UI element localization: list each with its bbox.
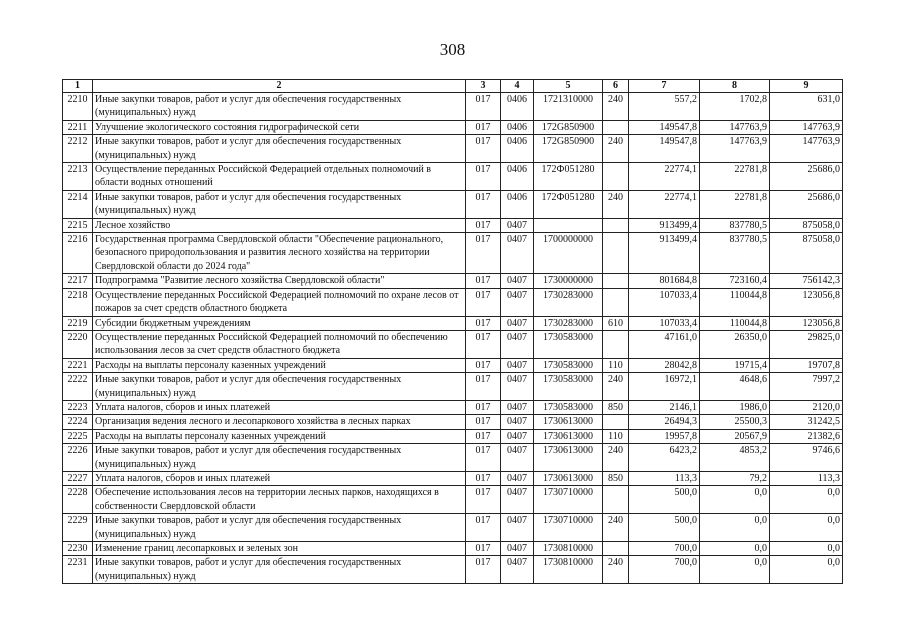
table-row [63,444,843,472]
ministry-code-cell: 017 [466,444,501,472]
amount-year3-cell: 631,0 [770,93,843,121]
amount-year1-cell: 47161,0 [629,330,700,358]
target-article-cell: 172Ф051280 [534,163,603,191]
ministry-code-cell: 017 [466,429,501,443]
description-cell: Иные закупки товаров, работ и услуг для обеспечения государственных (муниципальных) нужд [93,556,466,584]
description-cell: Организация ведения лесного и лесопаркового хозяйства в лесных парках [93,415,466,429]
amount-year3-cell: 123056,8 [770,316,843,330]
table-row [63,471,843,485]
amount-year3-cell: 9746,6 [770,444,843,472]
row-number-cell: 2215 [63,218,93,232]
amount-year2-cell: 110044,8 [700,316,770,330]
amount-year3-cell: 19707,8 [770,358,843,372]
table-row [63,514,843,542]
amount-year2-cell: 4648,6 [700,373,770,401]
description-cell: Обеспечение использования лесов на территории лесных парков, находящихся в собственности Свердловской области [93,486,466,514]
row-number-cell: 2214 [63,190,93,218]
description-cell: Иные закупки товаров, работ и услуг для обеспечения государственных (муниципальных) нужд [93,444,466,472]
amount-year1-cell: 22774,1 [629,163,700,191]
amount-year2-cell: 837780,5 [700,218,770,232]
amount-year3-cell: 7997,2 [770,373,843,401]
expense-type-cell: 110 [603,429,629,443]
amount-year2-cell: 1702,8 [700,93,770,121]
amount-year3-cell: 25686,0 [770,163,843,191]
amount-year1-cell: 500,0 [629,486,700,514]
expense-type-cell [603,542,629,556]
table-row [63,316,843,330]
section-code-cell: 0407 [501,233,534,274]
table-row [63,190,843,218]
expense-type-cell: 240 [603,190,629,218]
amount-year1-cell: 113,3 [629,471,700,485]
amount-year3-cell: 123056,8 [770,288,843,316]
row-number-cell: 2222 [63,373,93,401]
ministry-code-cell: 017 [466,400,501,414]
amount-year3-cell: 0,0 [770,556,843,584]
amount-year2-cell: 147763,9 [700,120,770,134]
table-row [63,274,843,288]
row-number-cell: 2213 [63,163,93,191]
expense-type-cell: 240 [603,93,629,121]
ministry-code-cell: 017 [466,471,501,485]
section-code-cell: 0406 [501,120,534,134]
page-number: 308 [439,40,466,59]
row-number-cell: 2223 [63,400,93,414]
description-cell: Расходы на выплаты персоналу казенных учреждений [93,429,466,443]
column-header: 2 [93,80,466,93]
row-number-cell: 2227 [63,471,93,485]
target-article-cell: 172G850900 [534,120,603,134]
row-number-cell: 2231 [63,556,93,584]
amount-year3-cell: 25686,0 [770,190,843,218]
section-code-cell: 0407 [501,400,534,414]
column-header: 1 [63,80,93,93]
description-cell: Осуществление переданных Российской Федерацией полномочий по охране лесов от пожаров за счет средств областного бюджета [93,288,466,316]
target-article-cell: 1730710000 [534,486,603,514]
amount-year3-cell: 2120,0 [770,400,843,414]
expense-type-cell [603,120,629,134]
description-cell: Иные закупки товаров, работ и услуг для обеспечения государственных (муниципальных) нужд [93,190,466,218]
row-number-cell: 2221 [63,358,93,372]
table-row [63,486,843,514]
description-cell: Осуществление переданных Российской Федерацией отдельных полномочий в области водных отношений [93,163,466,191]
target-article-cell: 1730810000 [534,556,603,584]
ministry-code-cell: 017 [466,358,501,372]
amount-year3-cell: 29825,0 [770,330,843,358]
table-row [63,288,843,316]
column-header: 4 [501,80,534,93]
section-code-cell: 0407 [501,288,534,316]
target-article-cell: 1730810000 [534,542,603,556]
description-cell: Иные закупки товаров, работ и услуг для обеспечения государственных (муниципальных) нужд [93,93,466,121]
target-article-cell: 1730583000 [534,400,603,414]
amount-year1-cell: 557,2 [629,93,700,121]
section-code-cell: 0407 [501,471,534,485]
target-article-cell: 1730583000 [534,373,603,401]
expense-type-cell: 240 [603,373,629,401]
amount-year2-cell: 19715,4 [700,358,770,372]
table-row [63,120,843,134]
column-header: 7 [629,80,700,93]
expense-type-cell: 610 [603,316,629,330]
table-row [63,163,843,191]
ministry-code-cell: 017 [466,163,501,191]
amount-year3-cell: 0,0 [770,486,843,514]
amount-year2-cell: 837780,5 [700,233,770,274]
ministry-code-cell: 017 [466,514,501,542]
column-header: 5 [534,80,603,93]
section-code-cell: 0407 [501,542,534,556]
section-code-cell: 0407 [501,486,534,514]
row-number-cell: 2226 [63,444,93,472]
amount-year1-cell: 149547,8 [629,135,700,163]
amount-year1-cell: 149547,8 [629,120,700,134]
ministry-code-cell: 017 [466,556,501,584]
target-article-cell: 1730583000 [534,358,603,372]
section-code-cell: 0407 [501,444,534,472]
expense-type-cell [603,288,629,316]
table-row [63,233,843,274]
section-code-cell: 0407 [501,556,534,584]
column-number-header-row [63,80,843,93]
description-cell: Уплата налогов, сборов и иных платежей [93,471,466,485]
expense-type-cell: 850 [603,471,629,485]
section-code-cell: 0407 [501,316,534,330]
amount-year2-cell: 147763,9 [700,135,770,163]
section-code-cell: 0406 [501,163,534,191]
expense-type-cell [603,233,629,274]
section-code-cell: 0406 [501,135,534,163]
description-cell: Иные закупки товаров, работ и услуг для обеспечения государственных (муниципальных) нужд [93,135,466,163]
amount-year3-cell: 875058,0 [770,218,843,232]
row-number-cell: 2225 [63,429,93,443]
description-cell: Расходы на выплаты персоналу казенных учреждений [93,358,466,372]
row-number-cell: 2218 [63,288,93,316]
row-number-cell: 2217 [63,274,93,288]
amount-year1-cell: 801684,8 [629,274,700,288]
expense-type-cell [603,163,629,191]
description-cell: Улучшение экологического состояния гидрографической сети [93,120,466,134]
amount-year3-cell: 875058,0 [770,233,843,274]
expense-type-cell [603,486,629,514]
section-code-cell: 0407 [501,429,534,443]
target-article-cell: 1700000000 [534,233,603,274]
amount-year2-cell: 22781,8 [700,190,770,218]
description-cell: Осуществление переданных Российской Федерацией полномочий по обеспечению использования лесов за счет средств областного бюджета [93,330,466,358]
column-header: 9 [770,80,843,93]
amount-year2-cell: 723160,4 [700,274,770,288]
target-article-cell: 1730613000 [534,444,603,472]
column-header: 6 [603,80,629,93]
description-cell: Уплата налогов, сборов и иных платежей [93,400,466,414]
amount-year2-cell: 25500,3 [700,415,770,429]
amount-year3-cell: 147763,9 [770,135,843,163]
table-row [63,542,843,556]
row-number-cell: 2212 [63,135,93,163]
amount-year3-cell: 147763,9 [770,120,843,134]
amount-year2-cell: 26350,0 [700,330,770,358]
description-cell: Субсидии бюджетным учреждениям [93,316,466,330]
table-row [63,556,843,584]
amount-year2-cell: 0,0 [700,542,770,556]
amount-year1-cell: 107033,4 [629,288,700,316]
amount-year1-cell: 22774,1 [629,190,700,218]
amount-year1-cell: 2146,1 [629,400,700,414]
expense-type-cell [603,415,629,429]
table-row [63,135,843,163]
row-number-cell: 2224 [63,415,93,429]
amount-year2-cell: 20567,9 [700,429,770,443]
amount-year1-cell: 700,0 [629,542,700,556]
amount-year2-cell: 110044,8 [700,288,770,316]
row-number-cell: 2216 [63,233,93,274]
expense-type-cell [603,274,629,288]
amount-year1-cell: 6423,2 [629,444,700,472]
amount-year2-cell: 4853,2 [700,444,770,472]
ministry-code-cell: 017 [466,330,501,358]
amount-year2-cell: 1986,0 [700,400,770,414]
ministry-code-cell: 017 [466,135,501,163]
target-article-cell: 1730283000 [534,288,603,316]
row-number-cell: 2219 [63,316,93,330]
ministry-code-cell: 017 [466,288,501,316]
table-row [63,330,843,358]
ministry-code-cell: 017 [466,373,501,401]
column-header: 8 [700,80,770,93]
row-number-cell: 2229 [63,514,93,542]
ministry-code-cell: 017 [466,542,501,556]
expense-type-cell: 850 [603,400,629,414]
target-article-cell: 1730000000 [534,274,603,288]
description-cell: Государственная программа Свердловской области "Обеспечение рационального, безопасного природопользования и развития лесного хозяйства на территории Свердловской области до 2024 года" [93,233,466,274]
budget-table [62,79,843,584]
ministry-code-cell: 017 [466,218,501,232]
amount-year3-cell: 113,3 [770,471,843,485]
description-cell: Иные закупки товаров, работ и услуг для обеспечения государственных (муниципальных) нужд [93,373,466,401]
expense-type-cell: 240 [603,514,629,542]
target-article-cell: 1730613000 [534,471,603,485]
section-code-cell: 0407 [501,358,534,372]
expense-type-cell [603,330,629,358]
row-number-cell: 2210 [63,93,93,121]
amount-year1-cell: 500,0 [629,514,700,542]
target-article-cell: 1730613000 [534,429,603,443]
amount-year2-cell: 79,2 [700,471,770,485]
table-row [63,218,843,232]
column-header: 3 [466,80,501,93]
ministry-code-cell: 017 [466,316,501,330]
section-code-cell: 0406 [501,93,534,121]
ministry-code-cell: 017 [466,274,501,288]
amount-year1-cell: 19957,8 [629,429,700,443]
expense-type-cell: 240 [603,556,629,584]
row-number-cell: 2228 [63,486,93,514]
section-code-cell: 0407 [501,330,534,358]
target-article-cell: 1730613000 [534,415,603,429]
amount-year2-cell: 0,0 [700,556,770,584]
target-article-cell: 1721310000 [534,93,603,121]
table-row [63,373,843,401]
target-article-cell: 172Ф051280 [534,190,603,218]
amount-year3-cell: 0,0 [770,514,843,542]
amount-year1-cell: 26494,3 [629,415,700,429]
section-code-cell: 0407 [501,373,534,401]
ministry-code-cell: 017 [466,415,501,429]
section-code-cell: 0407 [501,274,534,288]
expense-type-cell: 240 [603,444,629,472]
ministry-code-cell: 017 [466,93,501,121]
amount-year3-cell: 31242,5 [770,415,843,429]
target-article-cell [534,218,603,232]
target-article-cell: 1730283000 [534,316,603,330]
amount-year2-cell: 0,0 [700,486,770,514]
target-article-cell: 1730710000 [534,514,603,542]
target-article-cell: 1730583000 [534,330,603,358]
section-code-cell: 0407 [501,514,534,542]
expense-type-cell: 240 [603,135,629,163]
description-cell: Изменение границ лесопарковых и зеленых зон [93,542,466,556]
table-row [63,400,843,414]
row-number-cell: 2220 [63,330,93,358]
amount-year2-cell: 0,0 [700,514,770,542]
amount-year1-cell: 107033,4 [629,316,700,330]
row-number-cell: 2230 [63,542,93,556]
description-cell: Иные закупки товаров, работ и услуг для обеспечения государственных (муниципальных) нужд [93,514,466,542]
amount-year3-cell: 21382,6 [770,429,843,443]
table-body [63,93,843,584]
ministry-code-cell: 017 [466,486,501,514]
expense-type-cell: 110 [603,358,629,372]
description-cell: Лесное хозяйство [93,218,466,232]
amount-year1-cell: 913499,4 [629,218,700,232]
ministry-code-cell: 017 [466,120,501,134]
amount-year1-cell: 700,0 [629,556,700,584]
expense-type-cell [603,218,629,232]
description-cell: Подпрограмма "Развитие лесного хозяйства Свердловской области" [93,274,466,288]
section-code-cell: 0407 [501,415,534,429]
table-row [63,429,843,443]
target-article-cell: 172G850900 [534,135,603,163]
amount-year3-cell: 756142,3 [770,274,843,288]
amount-year2-cell: 22781,8 [700,163,770,191]
table-row [63,93,843,121]
table-row [63,415,843,429]
section-code-cell: 0406 [501,190,534,218]
section-code-cell: 0407 [501,218,534,232]
amount-year1-cell: 28042,8 [629,358,700,372]
row-number-cell: 2211 [63,120,93,134]
ministry-code-cell: 017 [466,190,501,218]
amount-year1-cell: 913499,4 [629,233,700,274]
amount-year1-cell: 16972,1 [629,373,700,401]
ministry-code-cell: 017 [466,233,501,274]
table-row [63,358,843,372]
amount-year3-cell: 0,0 [770,542,843,556]
